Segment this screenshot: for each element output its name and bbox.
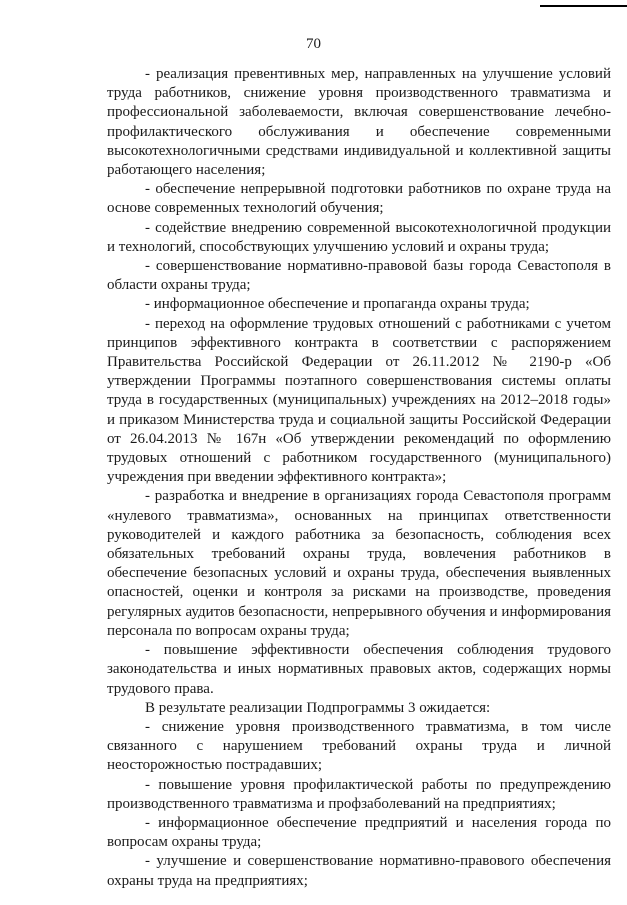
- paragraph: В результате реализации Подпрограммы 3 ожидается:: [145, 699, 491, 716]
- document-body: [107, 65, 611, 891]
- page-number: 70: [306, 36, 321, 52]
- paragraph: - улучшение и совершенствование нормативно-правового обеспечения охраны труда на предприятиях;: [107, 853, 611, 889]
- paragraph: - совершенствование нормативно-правовой базы города Севастополя в области охраны труда;: [107, 258, 611, 294]
- paragraph: - повышение эффективности обеспечения соблюдения трудового законодательства и иных нормативных правовых актов, содержащих нормы трудового права.: [107, 642, 611, 697]
- paragraph: - информационное обеспечение предприятий и населения города по вопросам охраны труда;: [107, 814, 611, 851]
- paragraph: - реализация превентивных мер, направленных на улучшение условий труда работников, снижение уровня производственного травматизма и профессиональной заболеваемости, включая совершенствование лечебно-профилактического обслуживания и обеспечение современными высокотехнологичными средствами индивидуальной и коллективной защиты работающего населения;: [107, 66, 611, 179]
- paragraph: - содействие внедрению современной высокотехнологичной продукции и технологий, способствующих улучшению условий и охраны труда;: [107, 219, 611, 255]
- top-rule: [540, 5, 627, 7]
- paragraph: - снижение уровня производственного травматизма, в том числе связанного с нарушением требований охраны труда и личной неосторожностью пострадавших;: [107, 718, 611, 774]
- paragraph: - повышение уровня профилактической работы по предупреждению производственного травматизма и профзаболеваний на предприятиях;: [107, 776, 611, 812]
- paragraph: - разработка и внедрение в организациях города Севастополя программ «нулевого травматизма», основанных на принципах ответственности руководителей и каждого работника за безопасность, соблюдения всех обязательных требований охраны труда, вовлечения работников в обеспечение безопасных условий и охраны труда, обеспечения выявленных опасностей, оценки и контроля за рисками на производстве, проведения регулярных аудитов безопасности, непрерывного обучения и информирования персонала по вопросам охраны труда;: [107, 488, 611, 639]
- paragraph: - информационное обеспечение и пропаганда охраны труда;: [145, 296, 530, 313]
- paragraph: - переход на оформление трудовых отношений с работниками с учетом принципов эффективного контракта в соответствии с распоряжением Правительства Российской Федерации от 26.11.2012 № 2190-р «Об утверждении Программы поэтапного совершенствования системы оплаты труда в государственных (муниципальных) учреждениях на 2012–2018 годы» и приказом Министерства труда и социальной защиты Российской Федерации от 26.04.2013 № 167н «Об утверждении рекомендаций по оформлению трудовых отношений с работником государственного (муниципального) учреждения при введении эффективного контракта»;: [107, 315, 611, 486]
- paragraph: - обеспечение непрерывной подготовки работников по охране труда на основе современных технологий обучения;: [107, 181, 611, 217]
